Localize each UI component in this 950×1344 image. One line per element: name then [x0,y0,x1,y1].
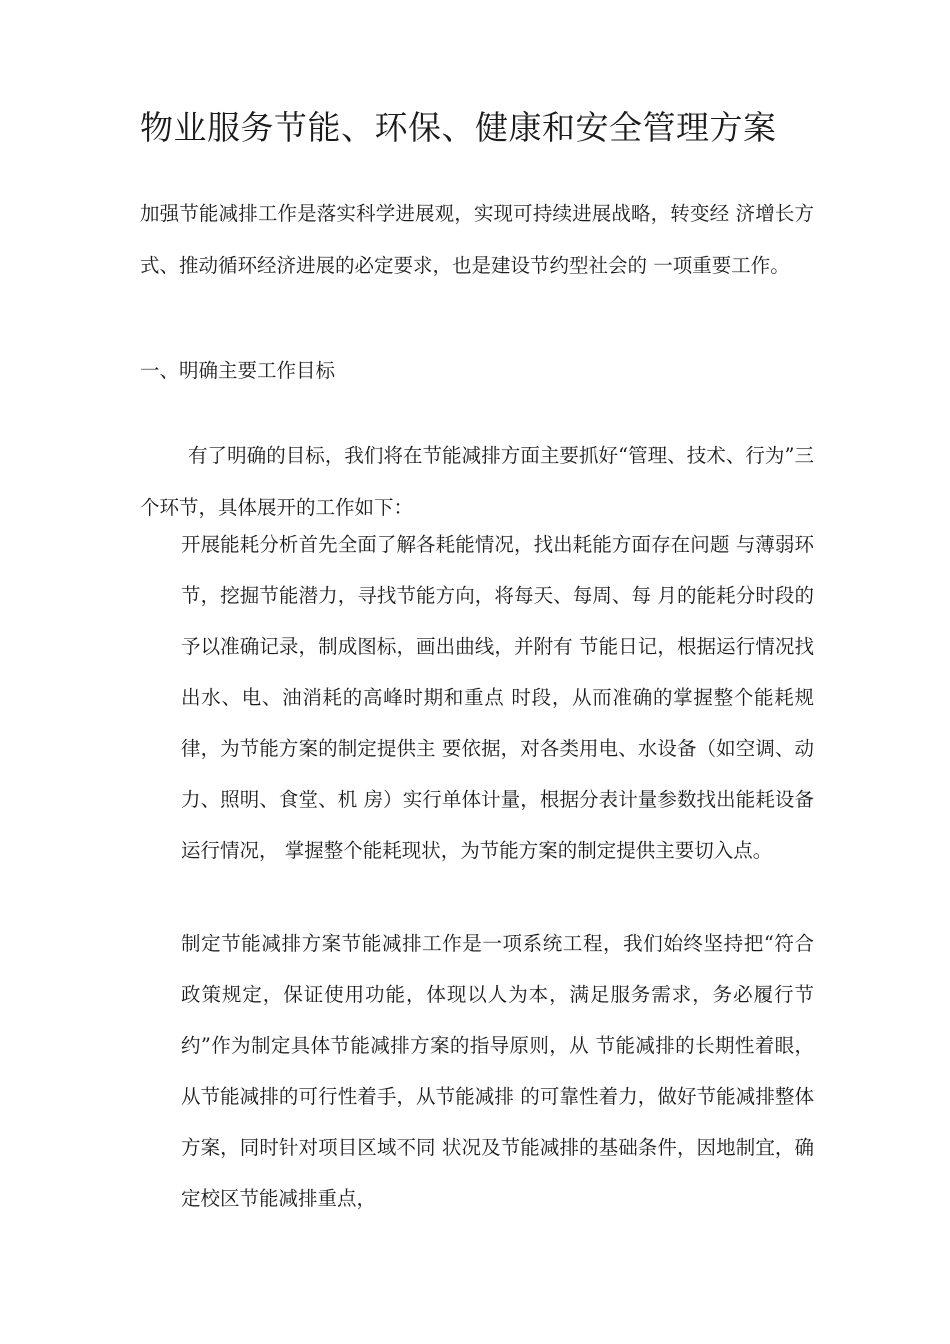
reduction-plan-paragraph: 制定节能减排方案节能减排工作是一项系统工程，我们始终坚持把“符合政策规定，保证使用功能，体现以人为本，满足服务需求，务必履行节约”作为制定具体节能减排方案的指导原则，从 节能减排的长期性着眼，从节能减排的可行性着手，从节能减排 的可靠性着力，做好节能减排整体方案，同时针对项目区域不同 状况及节能减排的基础条件，因地制宜，确定校区节能减排重点， [181,932,814,1210]
section-heading: 一、明确主要工作目标 [140,359,336,382]
goal-paragraph: 有了明确的目标，我们将在节能减排方面主要抓好“管理、技术、行为”三个环节，具体展开的工作如下： [140,444,814,519]
energy-analysis-paragraph: 开展能耗分析首先全面了解各耗能情况，找出耗能方面存在问题 与薄弱环节，挖掘节能潜力，寻找节能方向，将每天、每周、每 月的能耗分时段的予以准确记录，制成图标，画出曲线，并附有 节能日记，根据运行情况找出水、电、油消耗的高峰时期和重点 时段，从而准确的掌握整个能耗规律，为节能方案的制定提供主 要依据，对各类用电、水设备（如空调、动力、照明、食堂、机 房）实行单体计量，根据分表计量参数找出能耗设备运行情况， 掌握整个能耗现状，为节能方案的制定提供主要切入点。 [181,533,814,862]
document-title: 物业服务节能、环保、健康和安全管理方案 [140,108,777,147]
intro-paragraph: 加强节能减排工作是落实科学进展观，实现可持续进展战略，转变经 济增长方式、推动循环经济进展的必定要求，也是建设节约型社会的 一项重要工作。 [140,202,814,277]
